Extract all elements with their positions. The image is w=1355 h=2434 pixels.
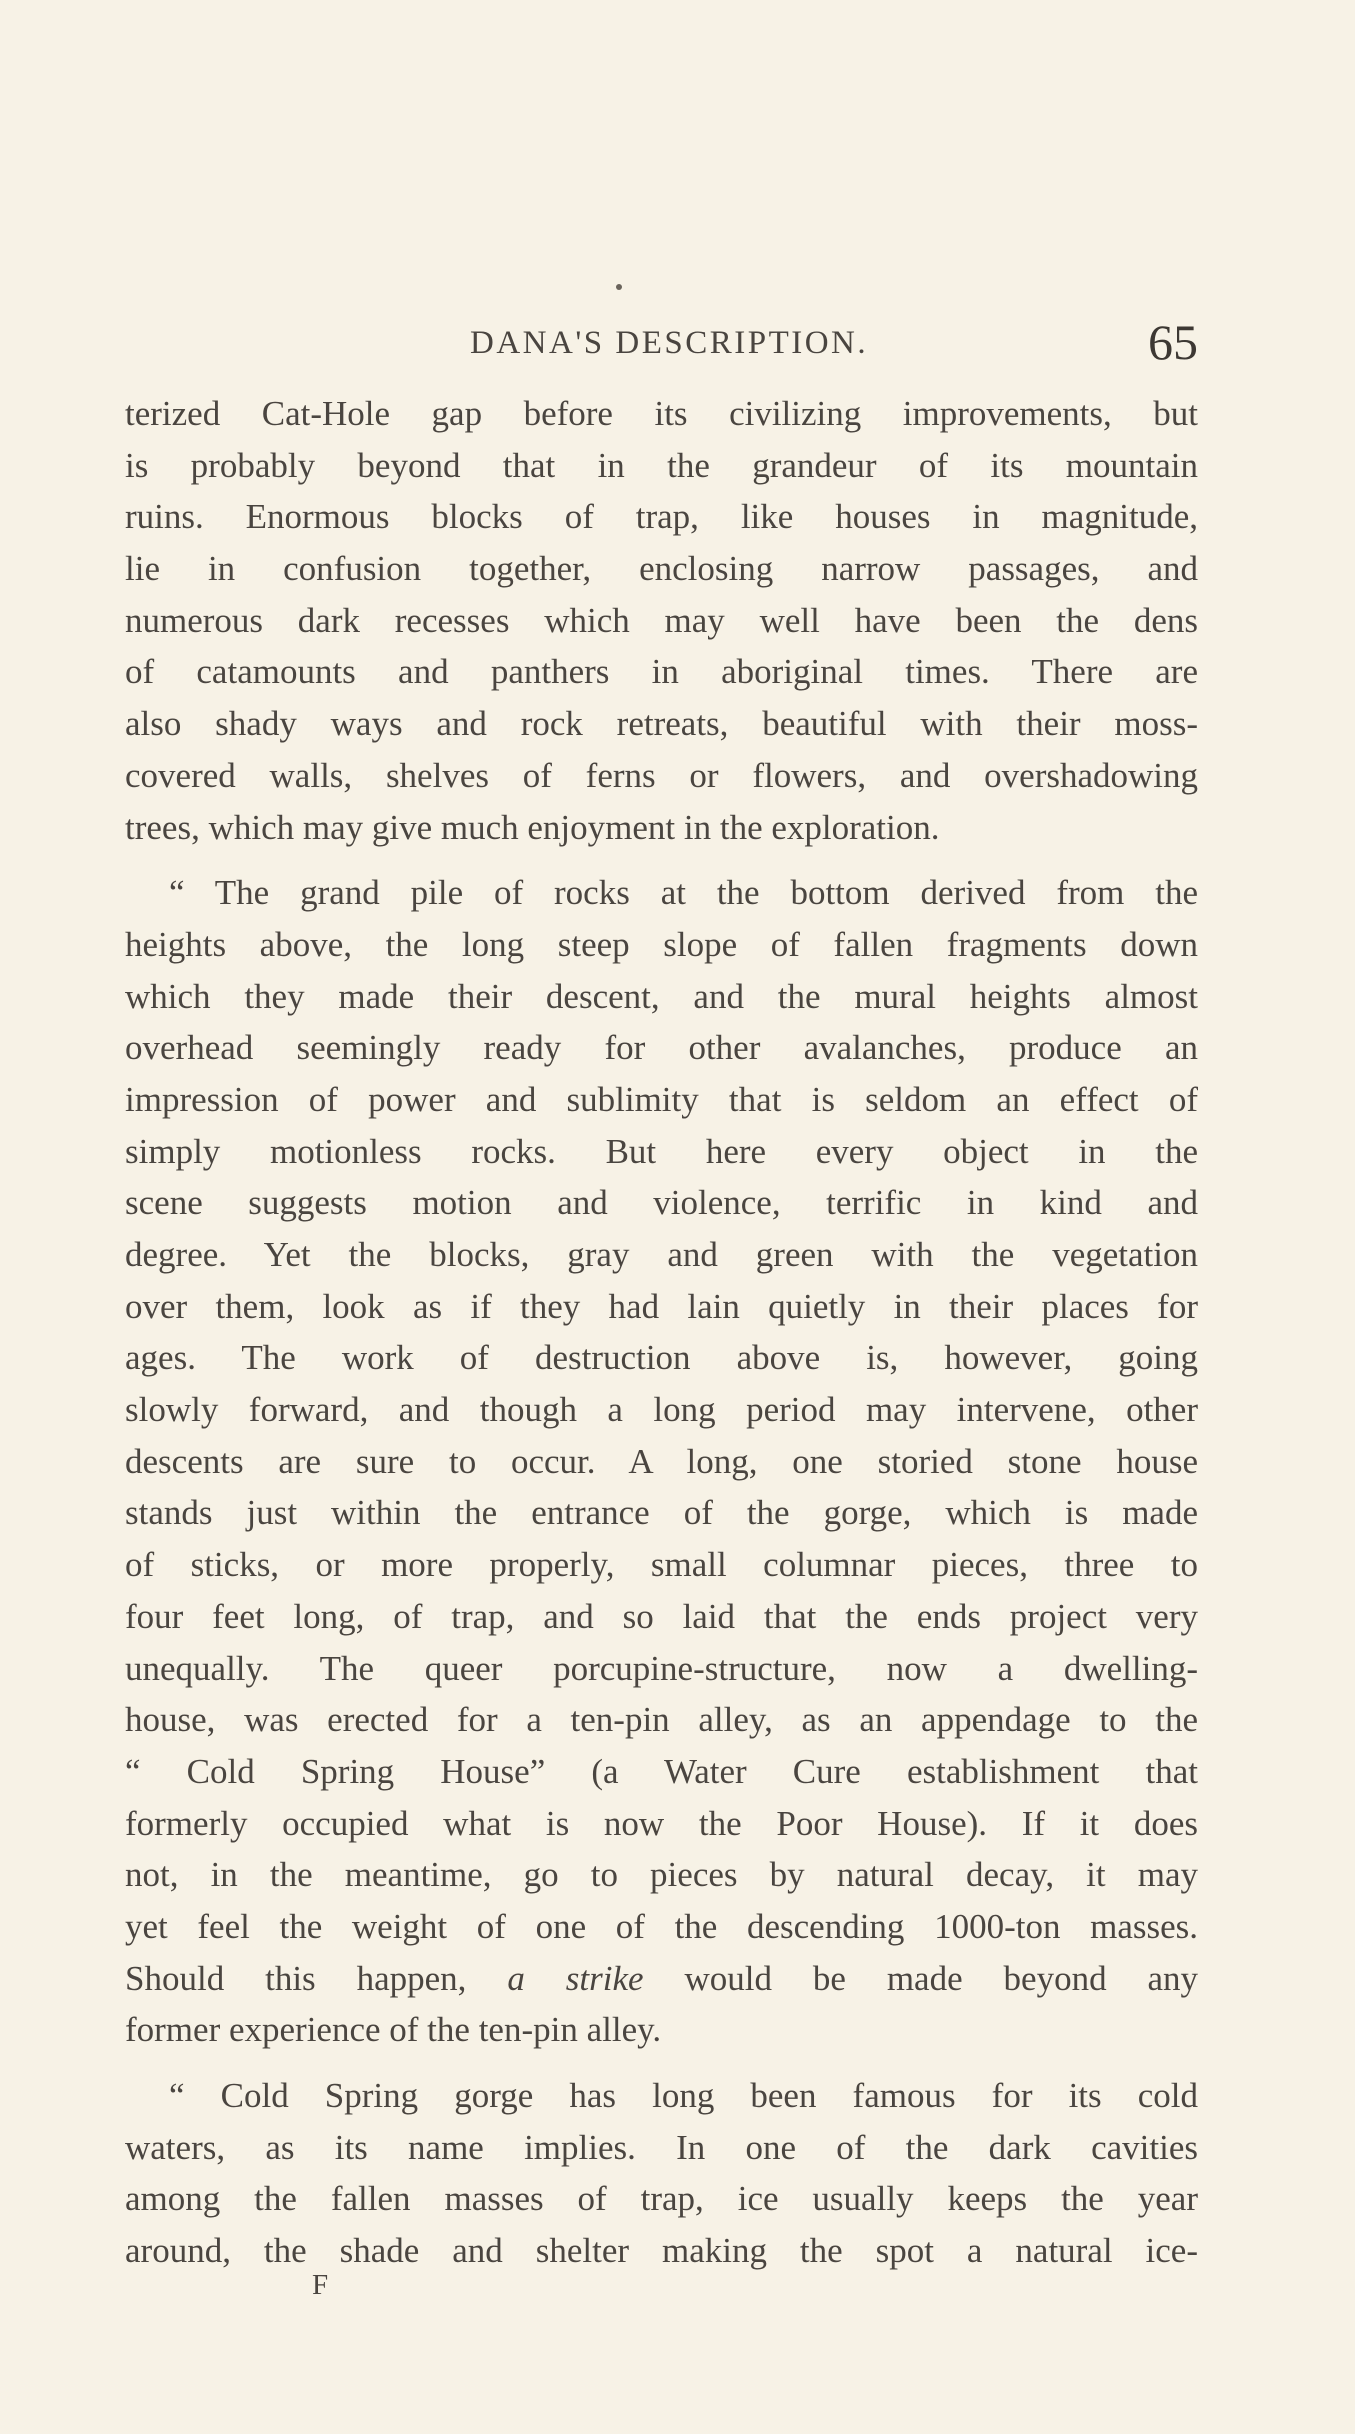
text-line: yet feel the weight of one of the descending 1000-ton masses. (125, 1906, 1198, 1946)
page-number: 65 (1148, 314, 1198, 370)
text-line: around, the shade and shelter making the spot a natural ice- (125, 2231, 1198, 2271)
paragraph (125, 388, 1198, 853)
text-line: also shady ways and rock retreats, beautiful with their moss- (125, 704, 1198, 744)
text-line: “ The grand pile of rocks at the bottom derived from the (169, 873, 1198, 913)
text-line: former experience of the ten-pin alley. (125, 2010, 662, 2050)
text-span: would be made beyond any (684, 1958, 1198, 1998)
text-line: not, in the meantime, go to pieces by natural decay, it may (125, 1855, 1198, 1895)
text-line: simply motionless rocks. But here every object in the (125, 1131, 1198, 1171)
text-line: impression of power and sublimity that is seldom an effect of (125, 1079, 1198, 1119)
text-line: which they made their descent, and the mural heights almost (125, 976, 1198, 1016)
text-line: of sticks, or more properly, small columnar pieces, three to (125, 1545, 1198, 1585)
text-line: ruins. Enormous blocks of trap, like houses in magnitude, (125, 497, 1198, 537)
text-line: “ Cold Spring House” (a Water Cure establishment that (125, 1751, 1198, 1791)
text-line: “ Cold Spring gorge has long been famous for its cold (169, 2076, 1198, 2115)
running-head (0, 314, 1355, 370)
text-line: formerly occupied what is now the Poor House). If it does (125, 1803, 1198, 1843)
text-line: covered walls, shelves of ferns or flowers, and overshadowing (125, 755, 1198, 795)
text-span: Should this happen, (125, 1958, 467, 1998)
paragraph (125, 867, 1198, 2056)
text-line: of catamounts and panthers in aboriginal times. There are (125, 652, 1198, 692)
text-line: waters, as its name implies. In one of the dark cavities (125, 2127, 1198, 2167)
text-line-with-italic (125, 1953, 1198, 2005)
text-line: heights above, the long steep slope of fallen fragments down (125, 924, 1198, 964)
text-line: over them, look as if they had lain quietly in their places for (125, 1286, 1198, 1326)
text-line: is probably beyond that in the grandeur of its mountain (125, 445, 1198, 485)
text-line: overhead seemingly ready for other avalanches, produce an (125, 1028, 1198, 1068)
text-line: descents are sure to occur. A long, one storied stone house (125, 1441, 1198, 1481)
text-line: house, was erected for a ten-pin alley, as an appendage to the (125, 1700, 1198, 1740)
ornament-dot (616, 284, 622, 290)
signature-mark: F (312, 2269, 330, 2301)
text-line: among the fallen masses of trap, ice usually keeps the year (125, 2179, 1198, 2219)
text-line: ages. The work of destruction above is, however, going (125, 1338, 1198, 1378)
text-line: trees, which may give much enjoyment in the exploration. (125, 807, 940, 847)
text-line: lie in confusion together, enclosing narrow passages, and (125, 549, 1198, 589)
running-title: DANA'S DESCRIPTION. (470, 325, 869, 361)
paragraph (125, 2070, 1198, 2277)
text-line: numerous dark recesses which may well have been the dens (125, 600, 1198, 640)
text-line: slowly forward, and though a long period may intervene, other (125, 1390, 1198, 1430)
italic-phrase: a strike (507, 1958, 644, 1998)
text-line: stands just within the entrance of the gorge, which is made (125, 1493, 1198, 1533)
text-line: degree. Yet the blocks, gray and green with the vegetation (125, 1235, 1198, 1274)
text-line: terized Cat-Hole gap before its civilizing improvements, but (125, 394, 1198, 433)
body-text (125, 388, 1198, 2277)
text-line: unequally. The queer porcupine-structure, now a dwelling- (125, 1648, 1198, 1688)
text-line: four feet long, of trap, and so laid that the ends project very (125, 1596, 1198, 1636)
text-line: scene suggests motion and violence, terrific in kind and (125, 1183, 1198, 1223)
